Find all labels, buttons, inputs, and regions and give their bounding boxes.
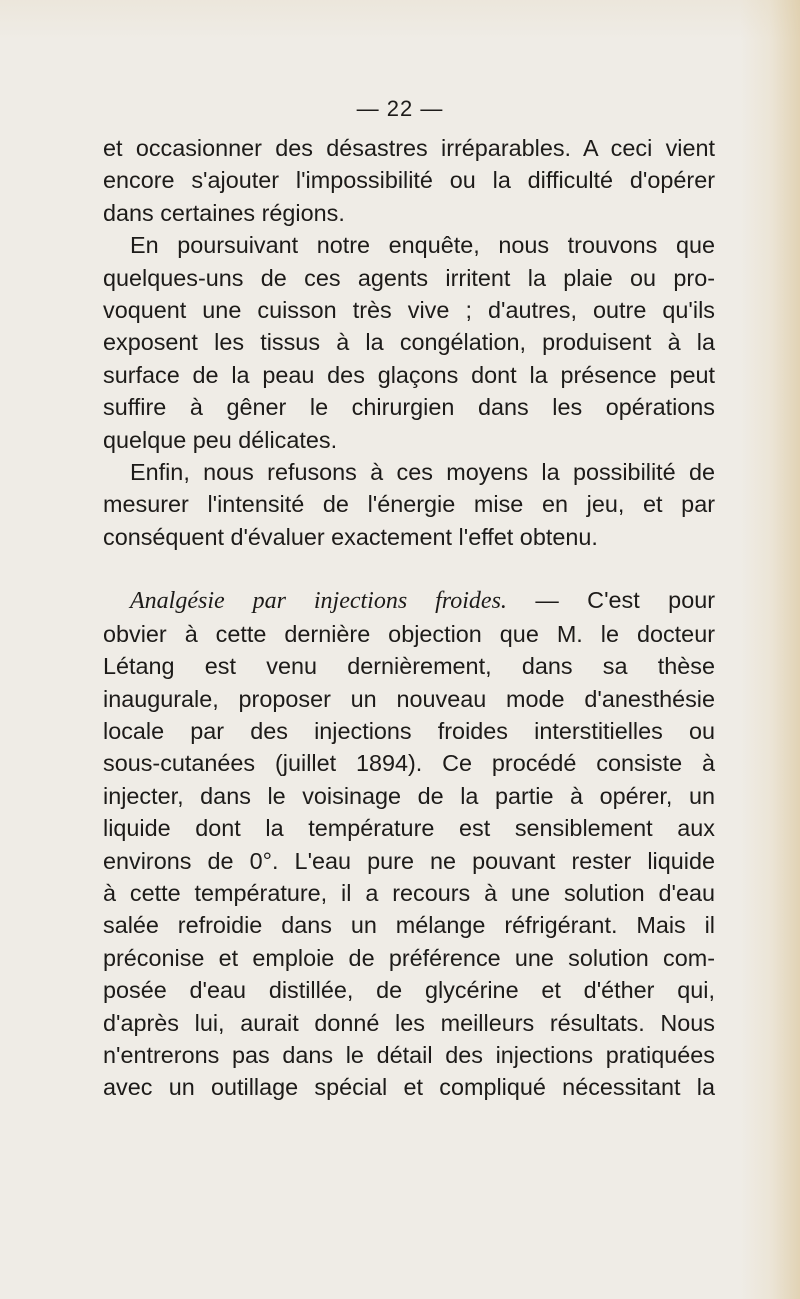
text-line: surface de la peau des glaçons dont la présence peut: [103, 361, 715, 388]
text-line: d'après lui, aurait donné les meilleurs résultats. Nous: [103, 1009, 715, 1036]
text-line: avec un outillage spécial et compliqué nécessitant la: [103, 1074, 715, 1101]
text-line: [103, 584, 715, 617]
paragraph-gap: [103, 553, 715, 584]
text-line: dans certaines régions.: [103, 199, 345, 226]
text-line: quelques-uns de ces agents irritent la plaie ou pro-: [103, 264, 715, 291]
text-line: et occasionner des désastres irréparables. A ceci vient: [103, 135, 715, 161]
text-line: inaugurale, proposer un nouveau mode d'anesthésie: [103, 685, 715, 712]
text-line: salée refroidie dans un mélange réfrigérant. Mais il: [103, 912, 715, 939]
text-line: liquide dont la température est sensiblement aux: [103, 815, 715, 842]
text-line: quelque peu délicates.: [103, 426, 338, 453]
text-line: conséquent d'évaluer exactement l'effet obtenu.: [103, 523, 598, 550]
section-heading: Analgésie par injections froides.: [130, 588, 507, 615]
text-line: exposent les tissus à la congélation, produisent à la: [103, 329, 715, 356]
text-line: locale par des injections froides interstitielles ou: [103, 717, 715, 744]
text-line: sous-cutanées (juillet 1894). Ce procédé consiste à: [103, 750, 715, 777]
text-line: environs de 0°. L'eau pure ne pouvant rester liquide: [103, 847, 715, 874]
text-line: à cette température, il a recours à une solution d'eau: [103, 879, 715, 906]
text-line: encore s'ajouter l'impossibilité ou la difficulté d'opérer: [103, 167, 715, 194]
paragraph-1: [103, 132, 715, 229]
text-line: préconise et emploie de préférence une solution com-: [103, 944, 715, 971]
text-line: Enfin, nous refusons à ces moyens la possibilité de: [130, 459, 715, 486]
page-number: — 22 —: [356, 96, 444, 121]
text-line: voquent une cuisson très vive ; d'autres, outre qu'ils: [103, 297, 715, 324]
body-text: [103, 132, 715, 1104]
paragraph-3: [103, 456, 715, 553]
text-line: En poursuivant notre enquête, nous trouvons que: [130, 232, 715, 259]
text-line: Létang est venu dernièrement, dans sa thèse: [103, 653, 715, 680]
text-line: posée d'eau distillée, de glycérine et d'éther qui,: [103, 977, 715, 1004]
text-line: suffire à gêner le chirurgien dans les opérations: [103, 394, 715, 421]
text-line: obvier à cette dernière objection que M. le docteur: [103, 620, 715, 647]
paragraph-2: [103, 229, 715, 456]
heading-continuation: — C'est pour: [506, 587, 715, 614]
text-line: injecter, dans le voisinage de la partie à opérer, un: [103, 782, 715, 809]
paragraph-4: [103, 584, 715, 1104]
text-line: n'entrerons pas dans le détail des injections pratiquées: [103, 1041, 715, 1068]
text-line: mesurer l'intensité de l'énergie mise en jeu, et par: [103, 491, 715, 518]
